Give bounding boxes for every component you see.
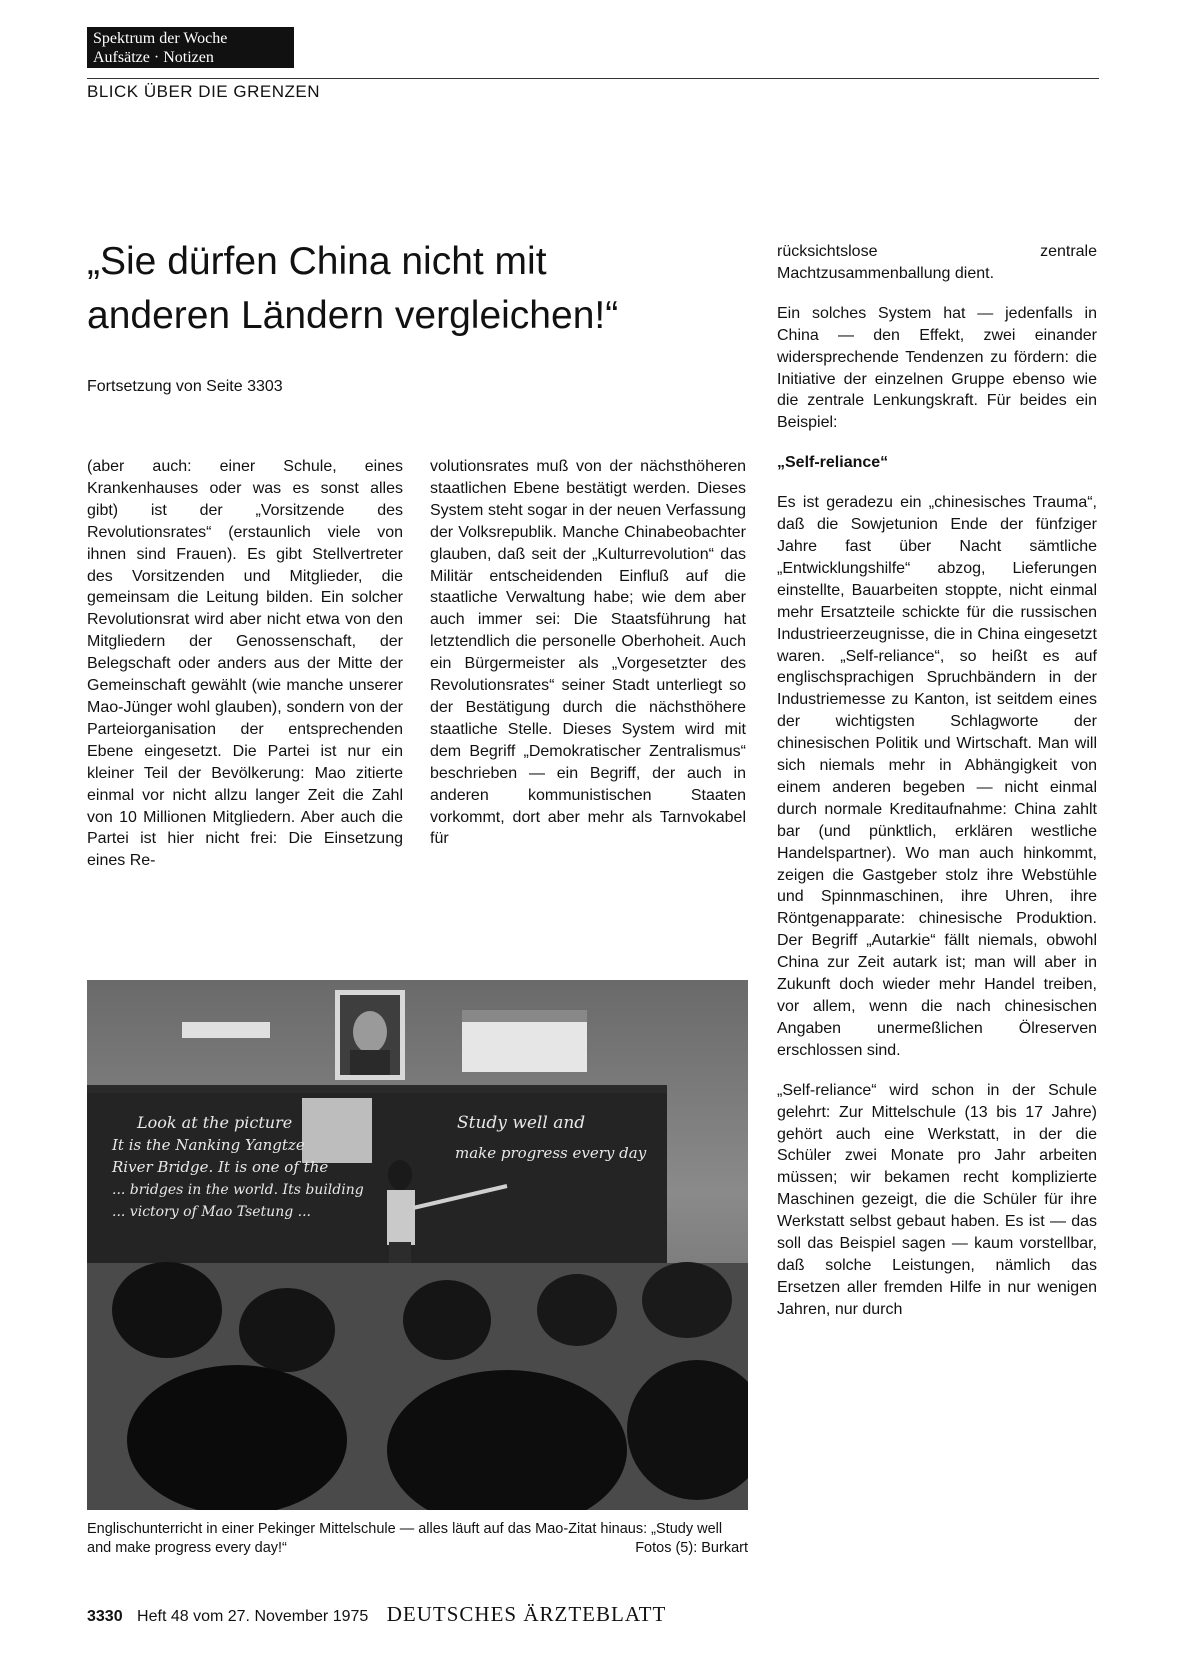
column-1-text: (aber auch: einer Schule, eines Krankenhauses oder was es sonst alles gibt) ist der „Vorsitzende des Revolutionsrates“ (erstaunlich viele von ihnen sind Frauen). Es gibt Stellvertreter des Vorsitzenden und Mitglieder, die gemeinsam die Leitung bilden. Ein solcher Revolutionsrat wird aber nicht etwa von den Mitgliedern der Genossenschaft, der Belegschaft oder anders aus der Mitte der Gemeinschaft gewählt (wie manche unserer Mao-Jünger wohl glauben), sondern von der Parteiorganisation der entsprechenden Ebene eingesetzt. Die Partei ist nur ein kleiner Teil der Bevölkerung: Mao zitierte einmal vor nicht allzu langer Zeit die Zahl von 10 Millionen Mitgliedern. Aber auch die Partei ist hier nicht frei: Die Einsetzung eines Re- bbox=[87, 458, 403, 870]
caption-text: Englischunterricht in einer Pekinger Mittelschule — alles läuft auf das Mao-Zitat hinaus: „Study well and make progress every day!“ bbox=[87, 1521, 723, 1556]
journal-name: DEUTSCHES ÄRZTEBLATT bbox=[386, 1602, 667, 1626]
kicker-box bbox=[87, 27, 294, 68]
kicker-line-1: Spektrum der Woche bbox=[93, 30, 228, 47]
column-2-text: volutionsrates muß von der nächsthöheren staatlichen Ebene bestätigt werden. Dieses System steht sogar in der neuen Verfassung der Volksrepublik. Manche Chinabeobachter glauben, daß seit der „Kulturrevolution“ das Militär entscheidenden Einfluß auf die staatliche Verwaltung habe; wie dem aber auch immer sei: Die Staatsführung hat letztendlich die personelle Oberhoheit. Auch ein Bürgermeister als „Vorgesetzter des Revolutionsrates“ seiner Stadt unterliegt so der Bestätigung durch die nächsthöhere staatliche Stelle. Dieses System wird mit dem Begriff „Demokratischer Zentralismus“ beschrieben — ein Begriff, der auch in anderen kommunistischen Staaten vorkommt, dort aber mehr als Tarnvokabel für bbox=[430, 458, 746, 848]
page-footer bbox=[87, 1602, 748, 1627]
board-line-5: ... victory of Mao Tsetung ... bbox=[112, 1204, 311, 1220]
column-3-para-4: „Self-reliance“ wird schon in der Schule gelehrt: Zur Mittelschule (13 bis 17 Jahre) gehört auch eine Werkstatt, in der die Schüler zwei Monate pro Jahr arbeiten müssen; wir bekamen recht komplizierte Maschinen gezeigt, die die Schüler für ihre Werkstatt selbst gebaut haben. Es ist — das soll das Beispiel sagen — kaum vorstellbar, daß solche Leistungen, nämlich das Ersetzen aller fremden Hilfe in nur wenigen Jahren, nur durch bbox=[777, 1081, 1097, 1318]
board-line-2: It is the Nanking Yangtze bbox=[112, 1136, 305, 1154]
section-label: BLICK ÜBER DIE GRENZEN bbox=[87, 82, 320, 101]
issue-info: Heft 48 vom 27. November 1975 bbox=[137, 1608, 369, 1625]
board-line-1: Look at the picture bbox=[137, 1113, 293, 1132]
board-right-line-2: make progress every day bbox=[455, 1144, 647, 1162]
headline bbox=[87, 235, 787, 343]
photo-credit: Fotos (5): Burkart bbox=[635, 1540, 748, 1556]
article-column-2 bbox=[430, 456, 746, 850]
continued-note: Fortsetzung von Seite 3303 bbox=[87, 378, 283, 395]
column-3-para-1: rücksichtslose zentrale Machtzusammenballung dient. bbox=[777, 243, 1097, 282]
article-column-1 bbox=[87, 456, 403, 872]
photo-caption bbox=[87, 1520, 748, 1558]
classroom-photo bbox=[87, 980, 748, 1510]
board-line-4: ... bridges in the world. Its building bbox=[112, 1182, 364, 1198]
column-3-para-2: Ein solches System hat — jedenfalls in China — den Effekt, zwei einander widersprechende Tendenzen zu fördern: die Initiative der einzelnen Gruppe ebenso wie die zentrale Lenkungskraft. Für beides ein Beispiel: bbox=[777, 304, 1097, 432]
page-number: 3330 bbox=[87, 1608, 123, 1625]
board-line-3: River Bridge. It is one of the bbox=[112, 1158, 329, 1176]
article-column-3 bbox=[777, 241, 1097, 1339]
header-rule bbox=[87, 78, 1099, 79]
board-right-line-1: Study well and bbox=[457, 1113, 586, 1133]
headline-line-2: anderen Ländern vergleichen!“ bbox=[87, 294, 619, 337]
kicker-line-2: Aufsätze · Notizen bbox=[93, 49, 214, 66]
headline-line-1: „Sie dürfen China nicht mit bbox=[87, 240, 547, 283]
subheading: „Self-reliance“ bbox=[777, 454, 889, 472]
column-3-para-3: Es ist geradezu ein „chinesisches Trauma“, daß die Sowjetunion Ende der fünfziger Jahre fast über Nacht sämtliche „Entwicklungshilfe“ abzog, Lieferungen einstellte, Bauarbeiten stoppte, nicht einmal mehr Ersatzteile schickte für die russischen Industrieerzeugnisse, die in China eingesetzt waren. „Self-reliance“, so heißt es auf englischsprachigen Spruchbändern in der Industriemesse zu Kanton, ist seitdem eines der wichtigsten Schlagworte der chinesischen Politik und Wirtschaft. Man will sich niemals mehr in Abhängigkeit von einem anderen begeben — nicht einmal durch normale Kreditaufnahme: China zahlt bar (und pünktlich, erklären westliche Handelspartner). Wo man auch hinkommt, zeigen die Gastgeber stolz ihre Webstühle und Spinnmaschinen, ihre Uhren, ihre Röntgenapparate: chinesische Produktion. Der Begriff „Autarkie“ fällt niemals, obwohl China zur Zeit autark ist; man will aber in Zukunft doch wieder mehr Handel treiben, vor allem, wenn die nach chinesischen Angaben unermeßlichen Ölreserven erschlossen sind. bbox=[777, 494, 1097, 1059]
